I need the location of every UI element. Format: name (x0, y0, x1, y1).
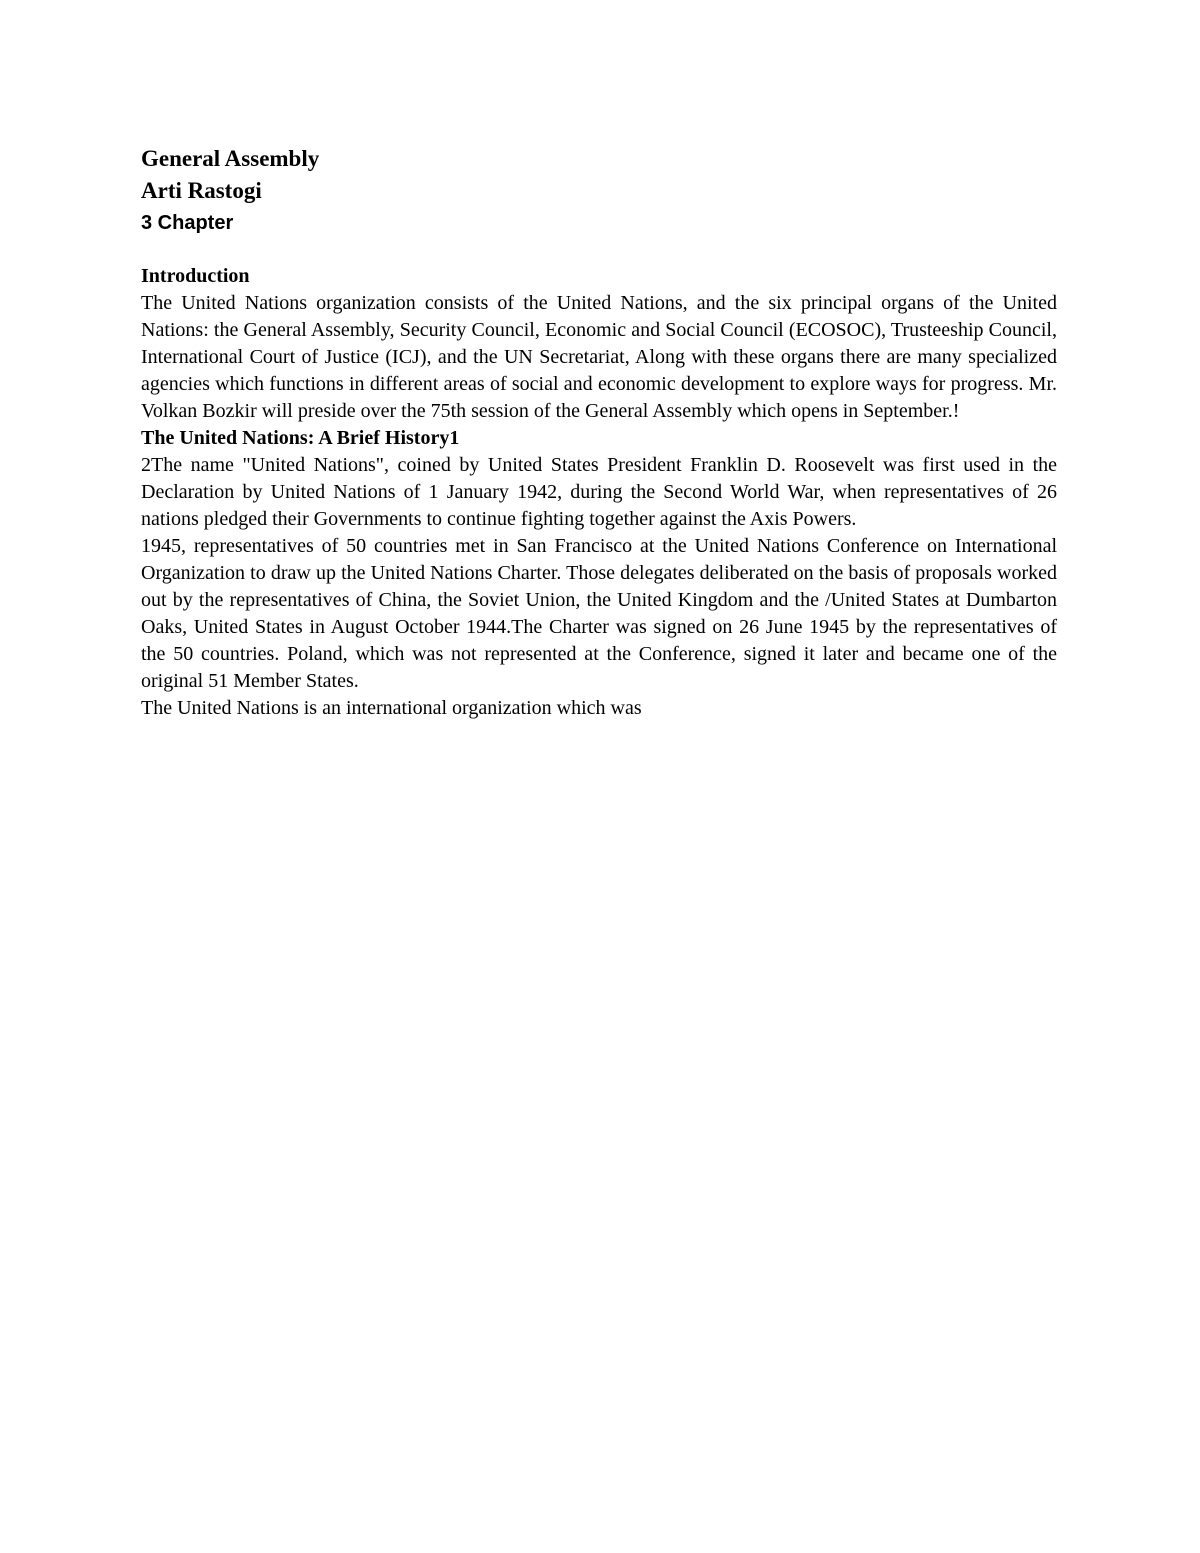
document-content (141, 143, 1057, 722)
introduction-paragraph: The United Nations organization consists of the United Nations, and the six principal organs of the United Nations: the General Assembly, Security Council, Economic and Social Council (ECOSOC), Trusteeship Council, International Court of Justice (ICJ), and the UN Secretariat, Along with these organs there are many specialized agencies which functions in different areas of social and economic development to explore ways for progress. Mr. Volkan Bozkir will preside over the 75th session of the General Assembly which opens in September.! (141, 292, 1057, 422)
section-heading-history: The United Nations: A Brief History1 (141, 427, 460, 449)
document-author: Arti Rastogi (141, 178, 262, 203)
document-title: General Assembly (141, 146, 320, 171)
spacer (141, 239, 1057, 263)
chapter-label: 3 Chapter (141, 212, 234, 234)
history-paragraph-2: 1945, representatives of 50 countries met in San Francisco at the United Nations Conference on International Organization to draw up the United Nations Charter. Those delegates deliberated on the basis of proposals worked out by the representatives of China, the Soviet Union, the United Kingdom and the /United States at Dumbarton Oaks, United States in August October 1944.The Charter was signed on 26 June 1945 by the representatives of the 50 countries. Poland, which was not represented at the Conference, signed it later and became one of the original 51 Member States. (141, 535, 1057, 692)
history-paragraph-1: 2The name "United Nations", coined by United States President Franklin D. Roosevelt was first used in the Declaration by United Nations of 1 January 1942, during the Second World War, when representatives of 26 nations pledged their Governments to continue fighting together against the Axis Powers. (141, 454, 1057, 530)
section-heading-introduction: Introduction (141, 265, 250, 287)
history-paragraph-3: The United Nations is an international organization which was (141, 697, 642, 719)
